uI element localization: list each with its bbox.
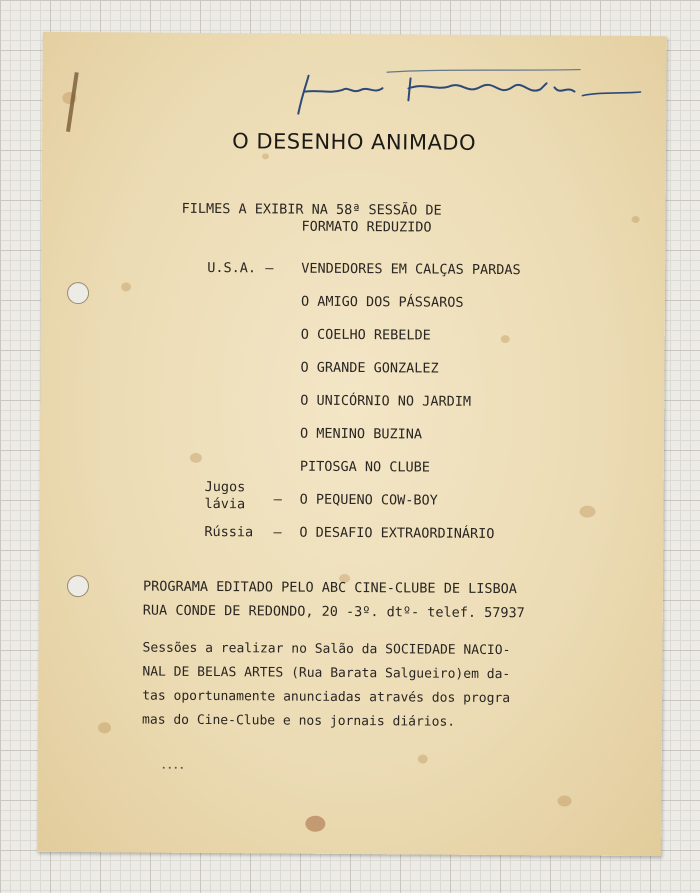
punch-hole [67,575,89,597]
country-label: Rússia [204,523,254,541]
typed-document-sheet [37,32,667,856]
stain [418,754,428,763]
films-header-line2: FORMATO REDUZIDO [301,218,432,236]
film-title: O COELHO REBELDE [300,326,431,344]
film-title: PITOSGA NO CLUBE [299,458,430,476]
document-title: O DESENHO ANIMADO [232,129,477,155]
films-header [181,201,441,237]
film-title: VENDEDORES EM CALÇAS PARDAS [301,260,521,279]
dash-separator: — [273,491,282,508]
stain [632,216,640,223]
stain [557,795,571,806]
country-label-line2: lávia [204,495,246,513]
stain [190,453,202,463]
sessions-description [142,637,583,736]
country-label: U.S.A. [207,259,257,277]
film-title: O GRANDE GONZALEZ [300,359,439,377]
stain [501,335,510,343]
country-label-line1: Jugos [204,478,246,496]
description-line: Sessões a realizar no Salão da SOCIEDADE NACIO- [142,640,511,659]
stain [121,282,131,291]
dash-separator: — [265,260,274,277]
stain [305,816,325,832]
film-title: O DESAFIO EXTRAORDINÁRIO [299,524,495,542]
address-line: RUA CONDE DE REDONDO, 20 -3º. dtº- telef. 57937 [142,602,525,622]
stain [262,153,269,159]
stain [98,722,111,733]
stain [579,506,595,518]
description-line: NAL DE BELAS ARTES (Rua Barata Salgueiro)em da- [142,664,511,683]
description-line: mas do Cine-Clube e nos jornais diários. [142,712,456,730]
film-title: O PEQUENO COW-BOY [299,491,438,509]
description-line: tas oportunamente anunciadas através dos progra [142,688,511,707]
handwritten-signature [290,64,650,127]
punch-hole [67,282,89,304]
film-title: O UNICÓRNIO NO JARDIM [300,392,472,410]
dash-separator: — [273,524,282,541]
country-label [205,479,246,513]
films-header-line1: FILMES A EXIBIR NA 58ª SESSÃO DE [181,200,442,219]
film-title: O MENINO BUZINA [300,425,423,443]
ink-specks [162,765,188,771]
film-title: O AMIGO DOS PÁSSAROS [300,293,464,311]
publisher-line: PROGRAMA EDITADO PELO ABC CINE-CLUBE DE LISBOA [142,578,517,598]
